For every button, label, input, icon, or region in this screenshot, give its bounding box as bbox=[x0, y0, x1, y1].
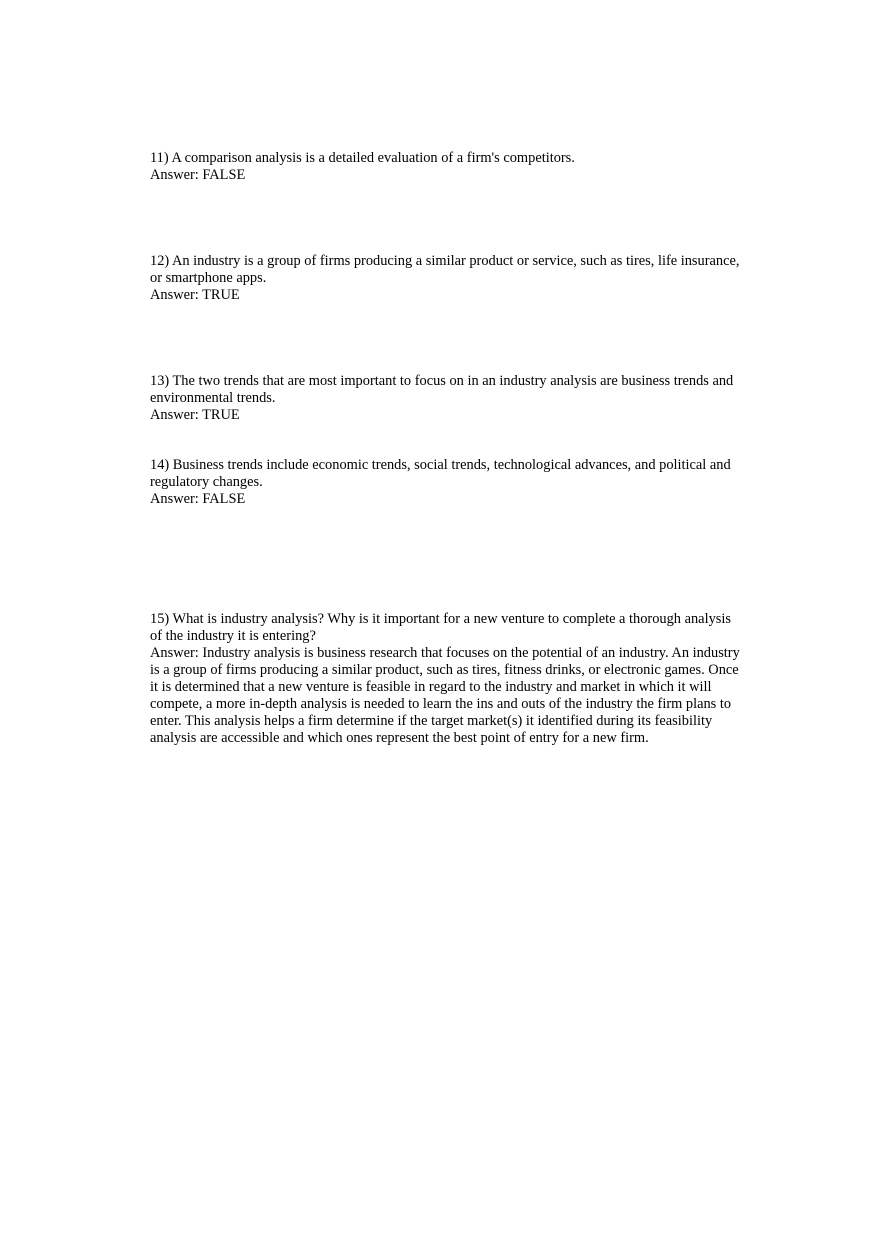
question-block-11 bbox=[150, 150, 740, 184]
question-block-12 bbox=[150, 253, 740, 304]
answer-text: Answer: FALSE bbox=[150, 167, 246, 183]
question-text: 14) Business trends include economic trends, social trends, technological advances, and political and regulatory changes. bbox=[150, 457, 731, 490]
answer-text: Answer: Industry analysis is business research that focuses on the potential of an industry. An industry is a group of firms producing a similar product, such as tires, fitness drinks, or electronic games. Once it is determined that a new venture is feasible in regard to the industry and market in which it will compete, a more in-depth analysis is needed to learn the ins and outs of the industry the firm plans to enter. This analysis helps a firm determine if the target market(s) it identified during its feasibility analysis are accessible and which ones represent the best point of entry for a new firm. bbox=[150, 645, 740, 746]
answer-text: Answer: FALSE bbox=[150, 491, 246, 507]
question-text: 15) What is industry analysis? Why is it important for a new venture to complete a thorough analysis of the industry it is entering? bbox=[150, 611, 731, 644]
question-text: 13) The two trends that are most important to focus on in an industry analysis are business trends and environmental trends. bbox=[150, 373, 734, 406]
question-text: 11) A comparison analysis is a detailed evaluation of a firm's competitors. bbox=[150, 150, 575, 166]
question-block-15 bbox=[150, 611, 740, 747]
answer-text: Answer: TRUE bbox=[150, 287, 240, 303]
question-text: 12) An industry is a group of firms producing a similar product or service, such as tires, life insurance, or smartphone apps. bbox=[150, 253, 740, 286]
question-block-14 bbox=[150, 457, 740, 508]
question-block-13 bbox=[150, 373, 740, 424]
answer-text: Answer: TRUE bbox=[150, 407, 240, 423]
